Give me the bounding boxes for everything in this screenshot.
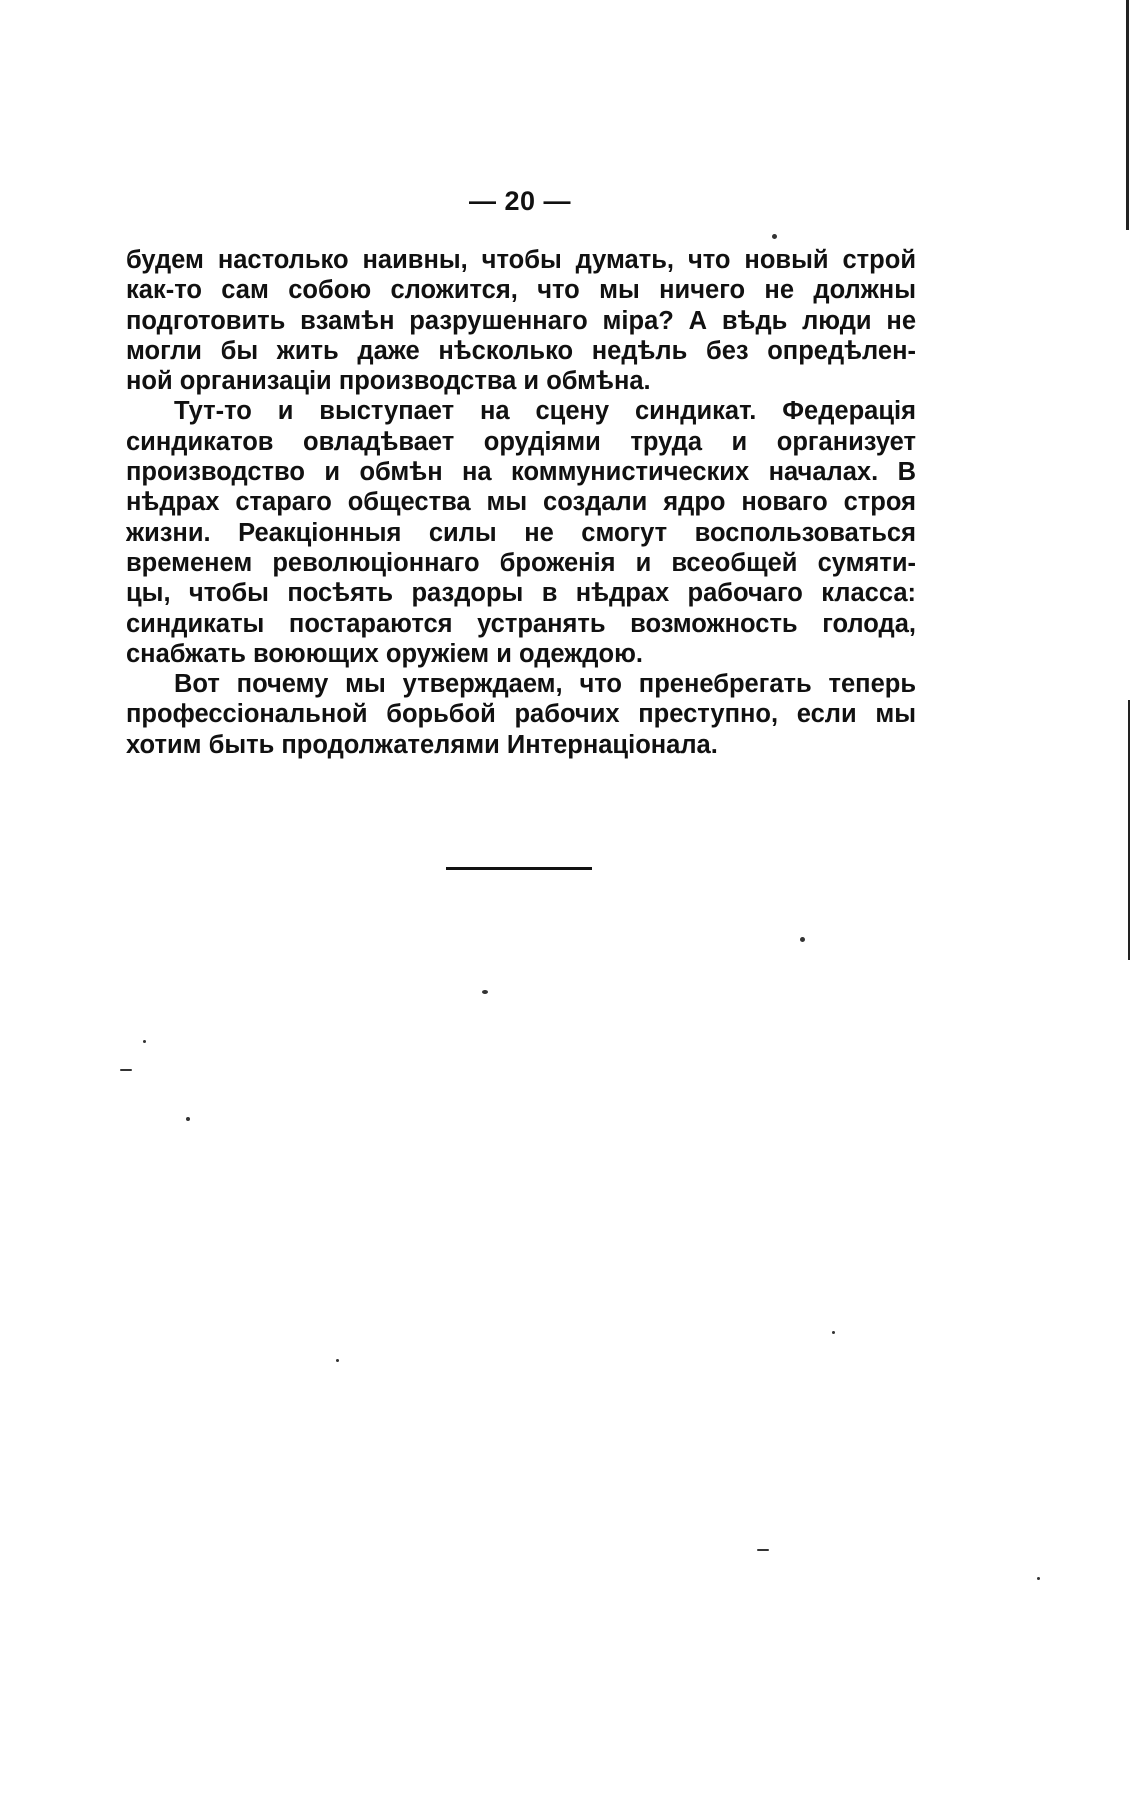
scan-edge-mark xyxy=(1126,0,1129,230)
text-line: могли бы жить даже нѣсколько недѣль без опредѣлен- xyxy=(126,336,916,365)
text-line: временем революціоннаго броженія и всеобщей сумяти- xyxy=(126,548,916,577)
scan-speck xyxy=(120,1069,132,1071)
text-line: синдикатов овладѣвает орудіями труда и организует xyxy=(126,427,916,456)
text-line: профессіональной борьбой рабочих преступно, если мы xyxy=(126,700,916,729)
paragraph xyxy=(126,669,916,760)
scan-speck xyxy=(336,1359,339,1362)
text-line: нѣдрах стараго общества мы создали ядро новаго строя xyxy=(126,488,916,517)
text-line: жизни. Реакціонныя силы не смогут воспользоваться xyxy=(126,518,916,547)
text-line: синдикаты постараются устранять возможность голода, xyxy=(126,609,916,638)
text-line: как-то сам собою сложится, что мы ничего не должны xyxy=(126,276,916,305)
paragraph xyxy=(126,396,916,669)
text-line: Тут-то и выступает на сцену синдикат. Федерація xyxy=(174,397,916,426)
scan-speck xyxy=(772,234,777,239)
text-line: хотим быть продолжателями Интернаціонала. xyxy=(126,730,718,759)
scan-speck xyxy=(1037,1577,1040,1580)
body-text xyxy=(126,245,916,760)
text-line: Вот почему мы утверждаем, что пренебрегать теперь xyxy=(174,670,916,699)
scan-edge-mark xyxy=(1128,700,1130,960)
text-line: будем настолько наивны, чтобы думать, что новый строй xyxy=(126,246,916,274)
scan-speck xyxy=(800,937,805,942)
scan-speck xyxy=(832,1331,835,1334)
text-line: снабжать воюющих оружіем и одеждою. xyxy=(126,639,643,668)
text-line: производство и обмѣн на коммунистических началах. В xyxy=(126,458,916,487)
scan-speck xyxy=(482,990,488,994)
text-line: ной организаціи производства и обмѣна. xyxy=(126,367,651,396)
text-line: цы, чтобы посѣять раздоры в нѣдрах рабочаго класса: xyxy=(126,579,916,608)
section-end-rule xyxy=(446,867,592,870)
page-number: — 20 — xyxy=(468,186,572,216)
scan-speck xyxy=(143,1040,146,1043)
paragraph xyxy=(126,245,916,396)
scan-speck xyxy=(757,1549,769,1551)
text-line: подготовить взамѣн разрушеннаго міра? А вѣдь люди не xyxy=(126,306,916,335)
scan-speck xyxy=(186,1117,190,1121)
